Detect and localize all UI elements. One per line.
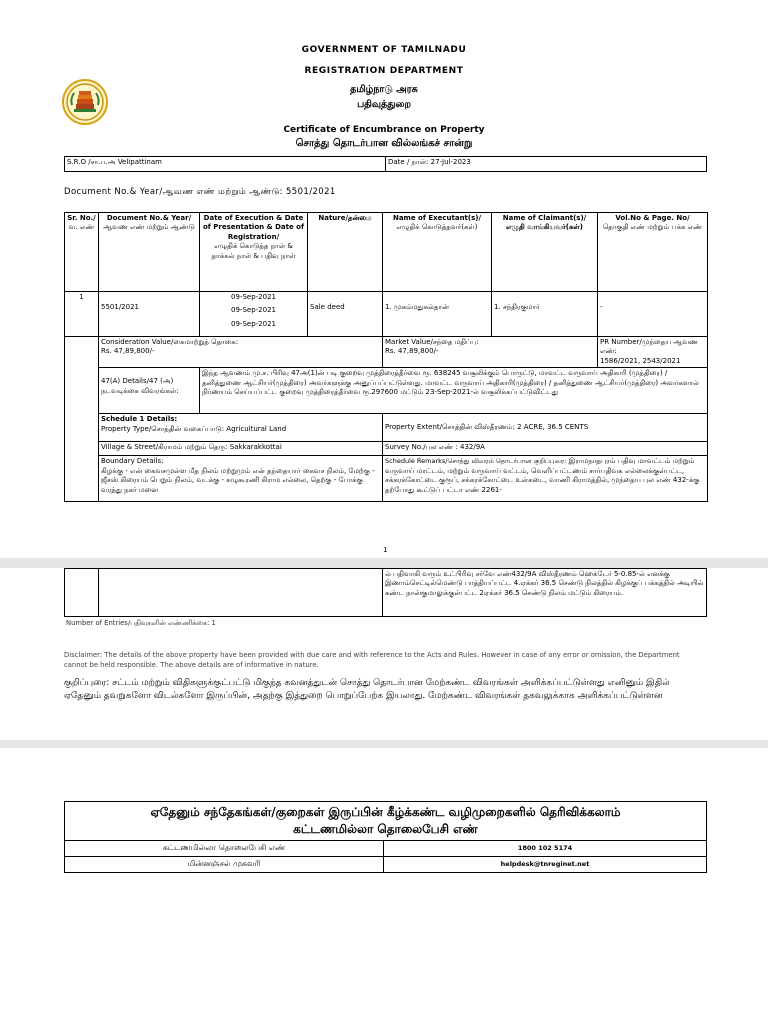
entry-sr-no: 1 bbox=[65, 292, 99, 337]
schedule-remarks-cell: Schedule Remarks/சொத்து விவரம் தொடர்பான குறிப்புரை: இராமநாதபுரம் பதிவு மாவட்டம் மற்றும் வருவாய் மாட்டம், மற்றும் வருவாய் வட்டம், வெளிப்பட்டணம் சார்பதிவக எல்லைக்குள்பட்ட, சக்கரக்கோட்டை குரூப், சக்கரக்கோட்டை உள்கடை, வாணி கிராமத்தில், முந்தைய புல எண் 432-க்கு தற்போது கூட்டுப் பட்டா எண் 2261- bbox=[383, 456, 708, 502]
certificate-title-ta: சொத்து தொடர்பான வில்லங்கச் சான்று bbox=[295, 138, 473, 149]
header-executants: Name of Executant(s)/ எழுதிக் கொடுத்தவர்(கள்) bbox=[383, 213, 492, 292]
section47-text: இந்த ஆவணம் மு.ச. பிரிவு 47அ(1)ன் படி குறைவு முத்திரைத்தீர்வை ரூ. 638245 வசூலிக்கும் பொருட்டு, மாவட்ட வருவாய் அதிகாரி (முத்திரை) / தனித்துணை ஆட்சியர்(முத்திரை) அவர்களுக்கு அனுப்பப்பட்டுள்ளது. மாவட்ட வருவாய் அதிகாரி(முத்திரை) / தனித்துணை ஆட்சியர்(முத்திரை) அவர்களால் நிர்ணயம் செய்யப்பட்ட குறைவு முத்திரைத்தீர்வை ரூ.297600 மட்டும் 23-Sep-2021-ல் வசூலிக்கப்பட்டுவிட்டது bbox=[200, 368, 708, 414]
tamilnadu-emblem-icon bbox=[62, 79, 108, 125]
village-cell: Village & Street/கிராமம் மற்றும் தெரு: Sakkarakkottai bbox=[99, 442, 383, 456]
survey-cell: Survey No./புல எண் : 432/9A bbox=[383, 442, 708, 456]
document-number-label: Document No.& Year/ஆவண எண் மற்றும் ஆண்டு: bbox=[64, 187, 283, 197]
email-row bbox=[65, 857, 706, 872]
continued-table bbox=[64, 568, 707, 617]
schedule-remarks-continued: ல் பதிவாகி வரும் உட்பிரிவு சர்வே எண்432/9A விஸ்தீரணம் ஹெக்டேர் 5-0.85-ல் எனக்கு இணாம்செட்டில்மெண்டு பாத்தியப்பட்ட 4.ஏக்கர் 36.5 செண்டு நிலத்தில் கிழக்குப் பக்கத்தில் அடியில் கண்ட நான்குமாலுக்குள்பட்ட 2ஏக்கர் 36.5 செண்டு நிலம் மட்டும் கிரையம். bbox=[383, 569, 707, 617]
entry-volume: - bbox=[598, 292, 708, 337]
govt-heading-ta: தமிழ்நாடு அரசு bbox=[350, 84, 418, 95]
entry-doc-no: 5501/2021 bbox=[99, 292, 200, 337]
entry-claimant: 1. சந்திரகுமார் bbox=[492, 292, 598, 337]
date-execution: 09-Sep-2021 bbox=[231, 293, 276, 301]
market-value-cell: Market Value/சந்தை மதிப்பு: Rs. 47,89,800/- bbox=[383, 337, 598, 368]
entry-executant: 1. முகம்மதுசுல்தான் bbox=[383, 292, 492, 337]
entries-count: Number of Entries/பதிவுகளின் எண்ணிக்கை: 1 bbox=[66, 619, 216, 627]
sro-table bbox=[64, 156, 707, 172]
sro-label: S.R.O /சா.ப.அ bbox=[67, 158, 116, 166]
encumbrance-table bbox=[64, 212, 708, 502]
pr-number-cell: PR Number/முந்தைய ஆவண எண்: 1586/2021, 2543/2021 bbox=[598, 337, 708, 368]
page-separator-2 bbox=[0, 740, 768, 748]
contact-box bbox=[64, 801, 707, 873]
schedule-cell: Schedule 1 Details: Property Type/சொத்தின் வகைப்பாடு: Agricultural Land bbox=[99, 414, 383, 442]
header-claimants: Name of Claimant(s)/எழுதி வாங்கியவர்(கள்) bbox=[492, 213, 598, 292]
section47-label: 47(A) Details/47 (அ) நடவடிக்கை விவரங்கள்: bbox=[99, 368, 200, 414]
email-link[interactable]: helpdesk@tnreginet.net bbox=[500, 860, 590, 869]
header-volume: Vol.No & Page. No/ தொகுதி எண் மற்றும் பக்க எண் bbox=[598, 213, 708, 292]
header-doc-no: Document No.& Year/ ஆவண எண் மற்றும் ஆண்டு bbox=[99, 213, 200, 292]
date-presentation: 09-Sep-2021 bbox=[231, 306, 276, 315]
dept-heading: REGISTRATION DEPARTMENT bbox=[304, 66, 464, 76]
govt-heading: GOVERNMENT OF TAMILNADU bbox=[301, 45, 467, 55]
header-nature: Nature/தன்மை bbox=[308, 213, 383, 292]
boundary-cell: Boundary Details: கிழக்கு - என் கைவசமுள்ள மீத நிலம் மற்றுமும் என் தந்தையார் கைவச நிலம், மேற்கு - ஜீசஸ் கிரையம் பெறும் நிலம், வடக்கு - கழுகூரணி கிராம எல்லை, தெற்கு - போக்கு வரத்து நகர் மனை bbox=[99, 456, 383, 502]
entry-nature: Sale deed bbox=[308, 292, 383, 337]
header-dates: Date of Execution & Date of Presentation & Date of Registration/ எழுதிக் கொடுத்த நாள் & தாக்கல் நாள் & பதிவு நாள் bbox=[200, 213, 308, 292]
header-sr-no: Sr. No./ வ. எண் bbox=[65, 213, 99, 292]
consideration-cell: Consideration Value/கைமாற்றுத் தொகை: Rs. 47,89,800/- bbox=[99, 337, 383, 368]
property-extent-cell: Property Extent/சொத்தின் விஸ்தீரணம்: 2 ACRE, 36.5 CENTS bbox=[383, 414, 708, 442]
date-registration: 09-Sep-2021 bbox=[231, 319, 276, 328]
table-header-row bbox=[65, 213, 708, 292]
date-value: 27-Jul-2023 bbox=[430, 158, 471, 166]
document-number-value: 5501/2021 bbox=[286, 187, 336, 197]
sro-cell bbox=[65, 157, 386, 172]
date-cell bbox=[386, 157, 707, 172]
disclaimer-ta: குறிப்புரை: சட்டம் மற்றும் விதிகளுக்குட்பட்டு மிகுந்த கவனத்துடன் சொத்து தொடர்பான மேற்கண்ட விவரங்கள் அளிக்கப்பட்டுள்ளது எனினும் இதில் ஏதேனும் தவறுகளோ விடல்களோ இருப்பின், அதற்கு இத்துறை பொறுப்பேற்க இயலாது. மேற்கண்ட விவரங்கள் தகவலுக்காக அளிக்கப்பட்டுள்ளன bbox=[64, 678, 670, 702]
dept-heading-ta: பதிவுத்துறை bbox=[357, 99, 411, 110]
table-row bbox=[65, 292, 708, 337]
sro-value: Velipattinam bbox=[117, 158, 162, 166]
page-number: 1 bbox=[383, 546, 388, 554]
certificate-title: Certificate of Encumbrance on Property bbox=[283, 125, 485, 135]
document-number-line bbox=[64, 187, 336, 198]
tollfree-label: கட்டணமில்லா தொலைபேசி எண் bbox=[65, 841, 384, 856]
email-label: மின்னஞ்சல் முகவரி bbox=[65, 857, 384, 872]
tollfree-row bbox=[65, 841, 706, 857]
page-separator bbox=[0, 558, 768, 568]
tollfree-number: 1800 102 5174 bbox=[517, 844, 573, 853]
entry-dates bbox=[200, 292, 308, 337]
date-label: Date / நாள்: bbox=[388, 158, 429, 166]
disclaimer-en: Disclaimer: The details of the above property have been provided with due care and with reference to the Acts and Rules. However in case of any error or omission, the Department cannot be held responsible. The above details are of informative in nature. bbox=[64, 651, 680, 669]
contact-heading: ஏதேனும் சந்தேகங்கள்/குறைகள் இருப்பின் கீழ்க்கண்ட வழிமுறைகளில் தெரிவிக்கலாம் கட்டணமில்லா தொலைபேசி எண் bbox=[65, 802, 706, 841]
